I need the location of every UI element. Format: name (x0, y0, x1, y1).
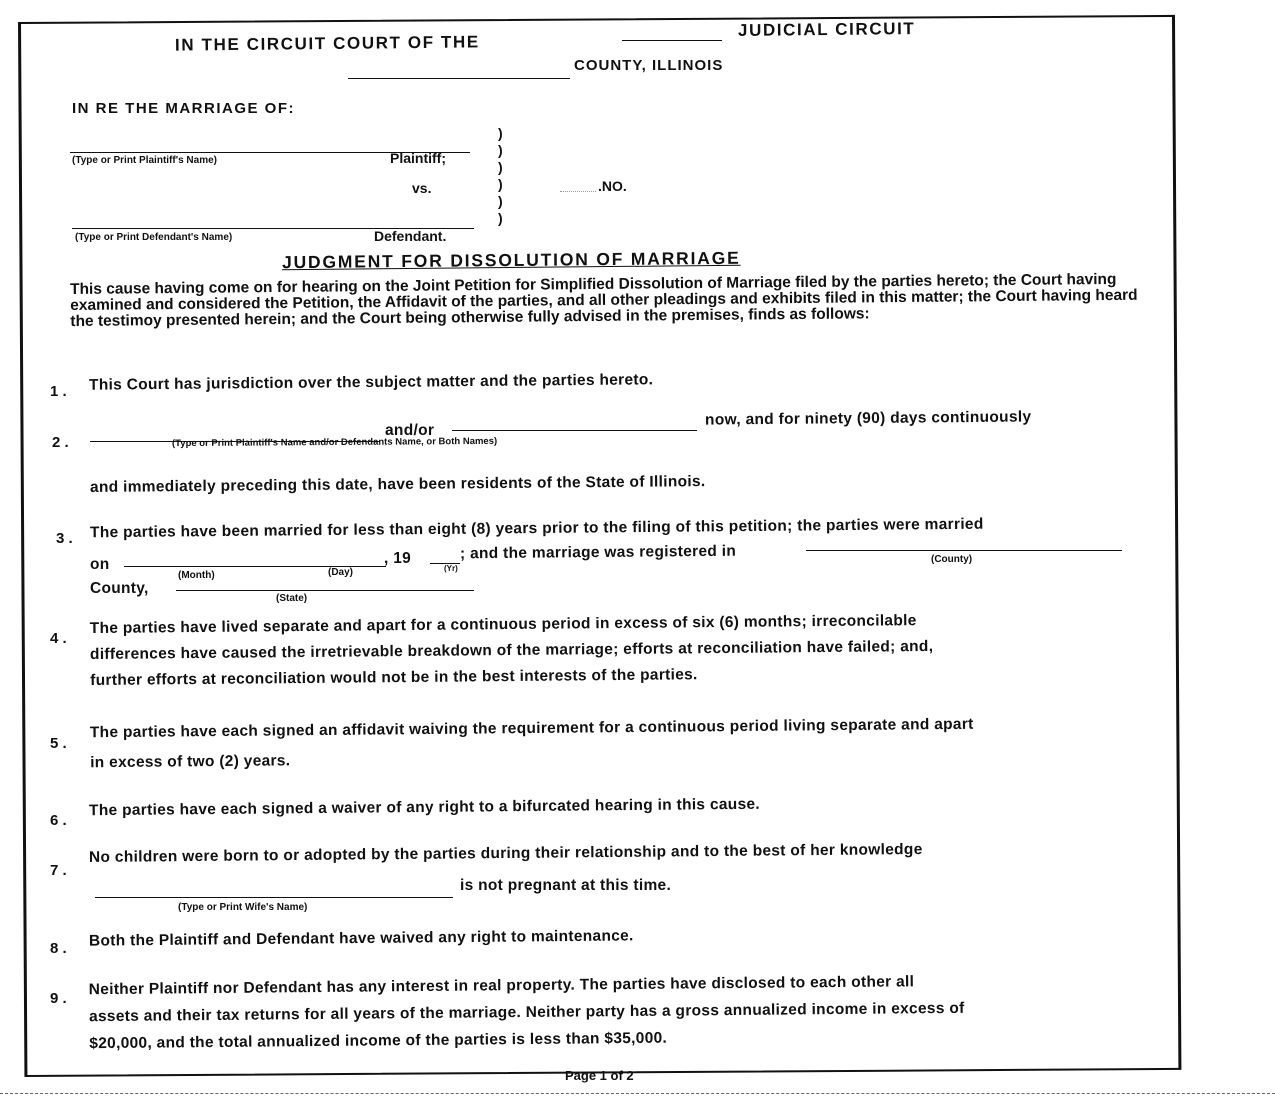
finding-9-line: Neither Plaintiff nor Defendant has any interest in real property. The parties have disclosed to each other all (88, 973, 915, 999)
county-hint: (County) (931, 554, 973, 565)
finding-2-text: now, and for ninety (90) days continuously (704, 408, 1032, 429)
plaintiff-label: Plaintiff; (390, 150, 446, 166)
year-hint: (Yr) (444, 564, 458, 573)
finding-number: 1 . (50, 383, 67, 400)
plaintiff-name-hint: (Type or Print Plaintiff's Name) (72, 155, 217, 166)
finding-6-text: The parties have each signed a waiver of any right to a bifurcated hearing in this cause. (88, 795, 761, 820)
finding-9-line: $20,000, and the total annualized income of the parties is less than $35,000. (89, 1029, 668, 1053)
defendant-label: Defendant. (374, 228, 447, 244)
finding-7-line-2: is not pregnant at this time. (460, 877, 672, 894)
finding-4-line: differences have caused the irretrievable breakdown of the marriage; efforts at reconciliation have failed; and, (89, 637, 934, 664)
finding-1-text: This Court has jurisdiction over the subject matter and the parties hereto. (88, 371, 654, 394)
finding-9-text (89, 968, 965, 1057)
finding-8-text: Both the Plaintiff and Defendant have waived any right to maintenance. (88, 927, 634, 950)
registered-label: ; and the marriage was registered in (459, 542, 737, 563)
defendant-name-hint: (Type or Print Defendant's Name) (75, 232, 233, 243)
nineteen-label: , 19 (384, 550, 412, 567)
finding-4-line: further efforts at reconciliation would not be in the best interests of the parties. (90, 666, 698, 690)
county-state-label: COUNTY, ILLINOIS (574, 57, 724, 74)
registered-state-field[interactable] (176, 590, 474, 591)
finding-number: 6 . (50, 812, 67, 829)
in-re-marriage-label: IN RE THE MARRIAGE OF: (72, 100, 295, 117)
finding-number: 5 . (50, 735, 67, 752)
resident-names-hint: (Type or Print Plaintiff's Name and/or Defendants Name, or Both Names) (171, 435, 498, 450)
page-number: Page 1 of 2 (565, 1068, 634, 1083)
vs-label: vs. (412, 180, 432, 196)
finding-number: 2 . (52, 434, 69, 451)
document-title: JUDGMENT FOR DISSOLUTION OF MARRIAGE (281, 247, 741, 273)
bracket: ) (498, 142, 503, 158)
resident-name-field-2[interactable] (452, 430, 697, 431)
caption-brackets (498, 125, 503, 226)
registered-county-field[interactable] (806, 550, 1122, 551)
finding-2-line-2: and immediately preceding this date, have been residents of the State of Illinois. (89, 473, 706, 496)
wife-name-hint: (Type or Print Wife's Name) (178, 902, 308, 913)
finding-number: 3 . (56, 530, 73, 547)
county-label: County, (90, 580, 149, 597)
intro-paragraph: This cause having come on for hearing on the Joint Petition for Simplified Dissolution of Marriage filed by the parties hereto; the Court having examined and considered the Petition, the Affidavit of the parties, and all other pleadings and exhibits filed in this matter; the Court having heard the testimoy presented herein; and the Court being otherwise fully advised in the premises, finds as follows: (69, 270, 1138, 330)
case-number-label: .NO. (598, 178, 627, 194)
bracket: ) (498, 125, 503, 141)
month-hint: (Month) (178, 570, 215, 581)
bracket: ) (498, 176, 503, 192)
andor-label: and/or (385, 422, 435, 439)
finding-3-line-1: The parties have been married for less than eight (8) years prior to the filing of this petition; the parties were married (89, 515, 984, 542)
judicial-circuit-label: JUDICIAL CIRCUIT (737, 19, 916, 40)
court-heading: IN THE CIRCUIT COURT OF THE (174, 32, 480, 55)
day-hint: (Day) (328, 567, 354, 578)
finding-number: 7 . (50, 862, 67, 879)
finding-5-line: in excess of two (2) years. (90, 752, 291, 772)
bracket: ) (498, 159, 503, 175)
finding-9-line: assets and their tax returns for all years of the marriage. Neither party has a gross annualized income in excess of (88, 999, 965, 1026)
finding-5-text (90, 710, 974, 778)
finding-4-text (90, 608, 934, 694)
on-label: on (90, 556, 110, 573)
county-field[interactable] (348, 78, 570, 79)
finding-number: 4 . (50, 630, 67, 647)
circuit-number-field[interactable] (622, 40, 722, 41)
bracket: ) (498, 210, 503, 226)
finding-7-line-1: No children were born to or adopted by the parties during their relationship and to the best of her knowledge (88, 840, 923, 867)
finding-number: 9 . (50, 990, 67, 1007)
case-number-field[interactable] (560, 191, 596, 192)
bracket: ) (498, 193, 503, 209)
finding-5-line: The parties have each signed an affidavit waiving the requirement for a continuous period living separate and apart (89, 715, 974, 742)
finding-4-line: The parties have lived separate and apart for a continuous period in excess of six (6) months; irreconcilable (89, 612, 917, 638)
wife-name-field[interactable] (95, 897, 453, 898)
finding-number: 8 . (50, 940, 67, 957)
page-bottom-rule (0, 1093, 1275, 1094)
state-hint: (State) (276, 593, 308, 604)
